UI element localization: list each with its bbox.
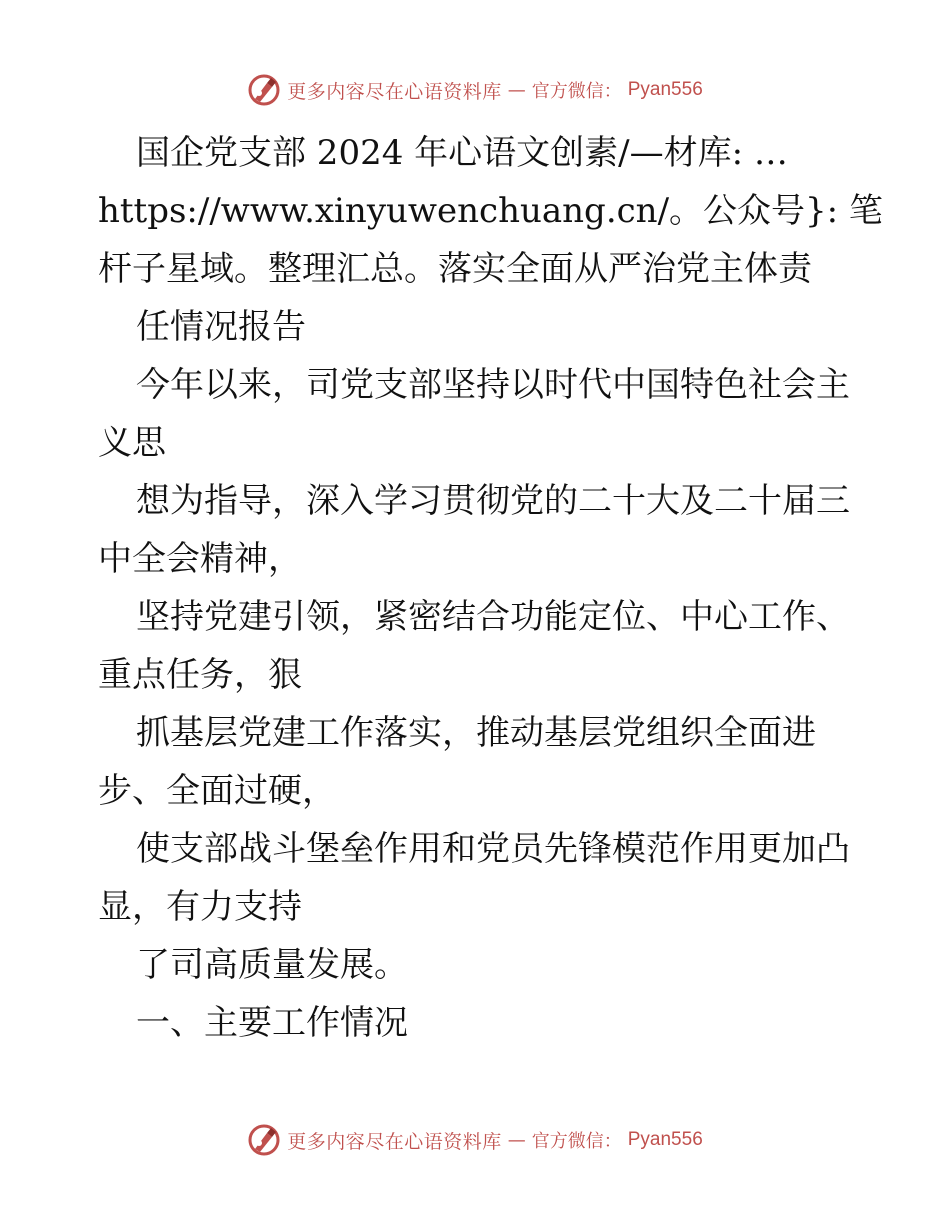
header-site-text: 更多内容尽在心语资料库: [287, 80, 502, 103]
header-wechat-label: 官方微信：: [531, 81, 622, 102]
section-heading: 一、主要工作情况: [136, 1003, 408, 1043]
body-line-2: https://www.xinyuwenchuang.cn/。公众号}: 笔: [98, 191, 883, 231]
body-line-8: 中全会精神，: [98, 539, 302, 579]
body-line-10: 重点任务，狠: [98, 655, 302, 695]
header-banner: [0, 70, 950, 110]
pen-logo-icon: [247, 73, 281, 107]
body-line-9: 坚持党建引领，紧密结合功能定位、中心工作、: [136, 597, 850, 637]
body-line-13: 使支部战斗堡垒作用和党员先锋模范作用更加凸: [136, 829, 850, 869]
footer-wechat-id: Pyan556: [627, 1129, 703, 1150]
header-wechat-id: Pyan556: [627, 79, 703, 100]
document-body: [98, 124, 883, 1052]
body-line-6: 义思: [98, 423, 166, 463]
header-dash: —: [507, 79, 526, 101]
footer-dash: —: [507, 1129, 526, 1151]
body-line-1: 国企党支部 2024 年心语文创素/—材库: …: [136, 133, 788, 173]
body-line-11: 抓基层党建工作落实，推动基层党组织全面进: [136, 713, 816, 753]
body-line-5: 今年以来，司党支部坚持以时代中国特色社会主: [136, 365, 850, 405]
footer-wechat-label: 官方微信：: [531, 1131, 622, 1152]
body-line-3: 杆子星域。整理汇总。落实全面从严治党主体责: [98, 249, 812, 289]
body-line-15: 了司高质量发展。: [136, 945, 408, 985]
pen-logo-icon: [247, 1123, 281, 1157]
footer-banner: [0, 1120, 950, 1160]
body-line-12: 步、全面过硬，: [98, 771, 336, 811]
body-line-7: 想为指导，深入学习贯彻党的二十大及二十届三: [136, 481, 850, 521]
body-line-14: 显，有力支持: [98, 887, 302, 927]
body-line-4: 任情况报告: [136, 307, 306, 347]
footer-site-text: 更多内容尽在心语资料库: [287, 1130, 502, 1153]
